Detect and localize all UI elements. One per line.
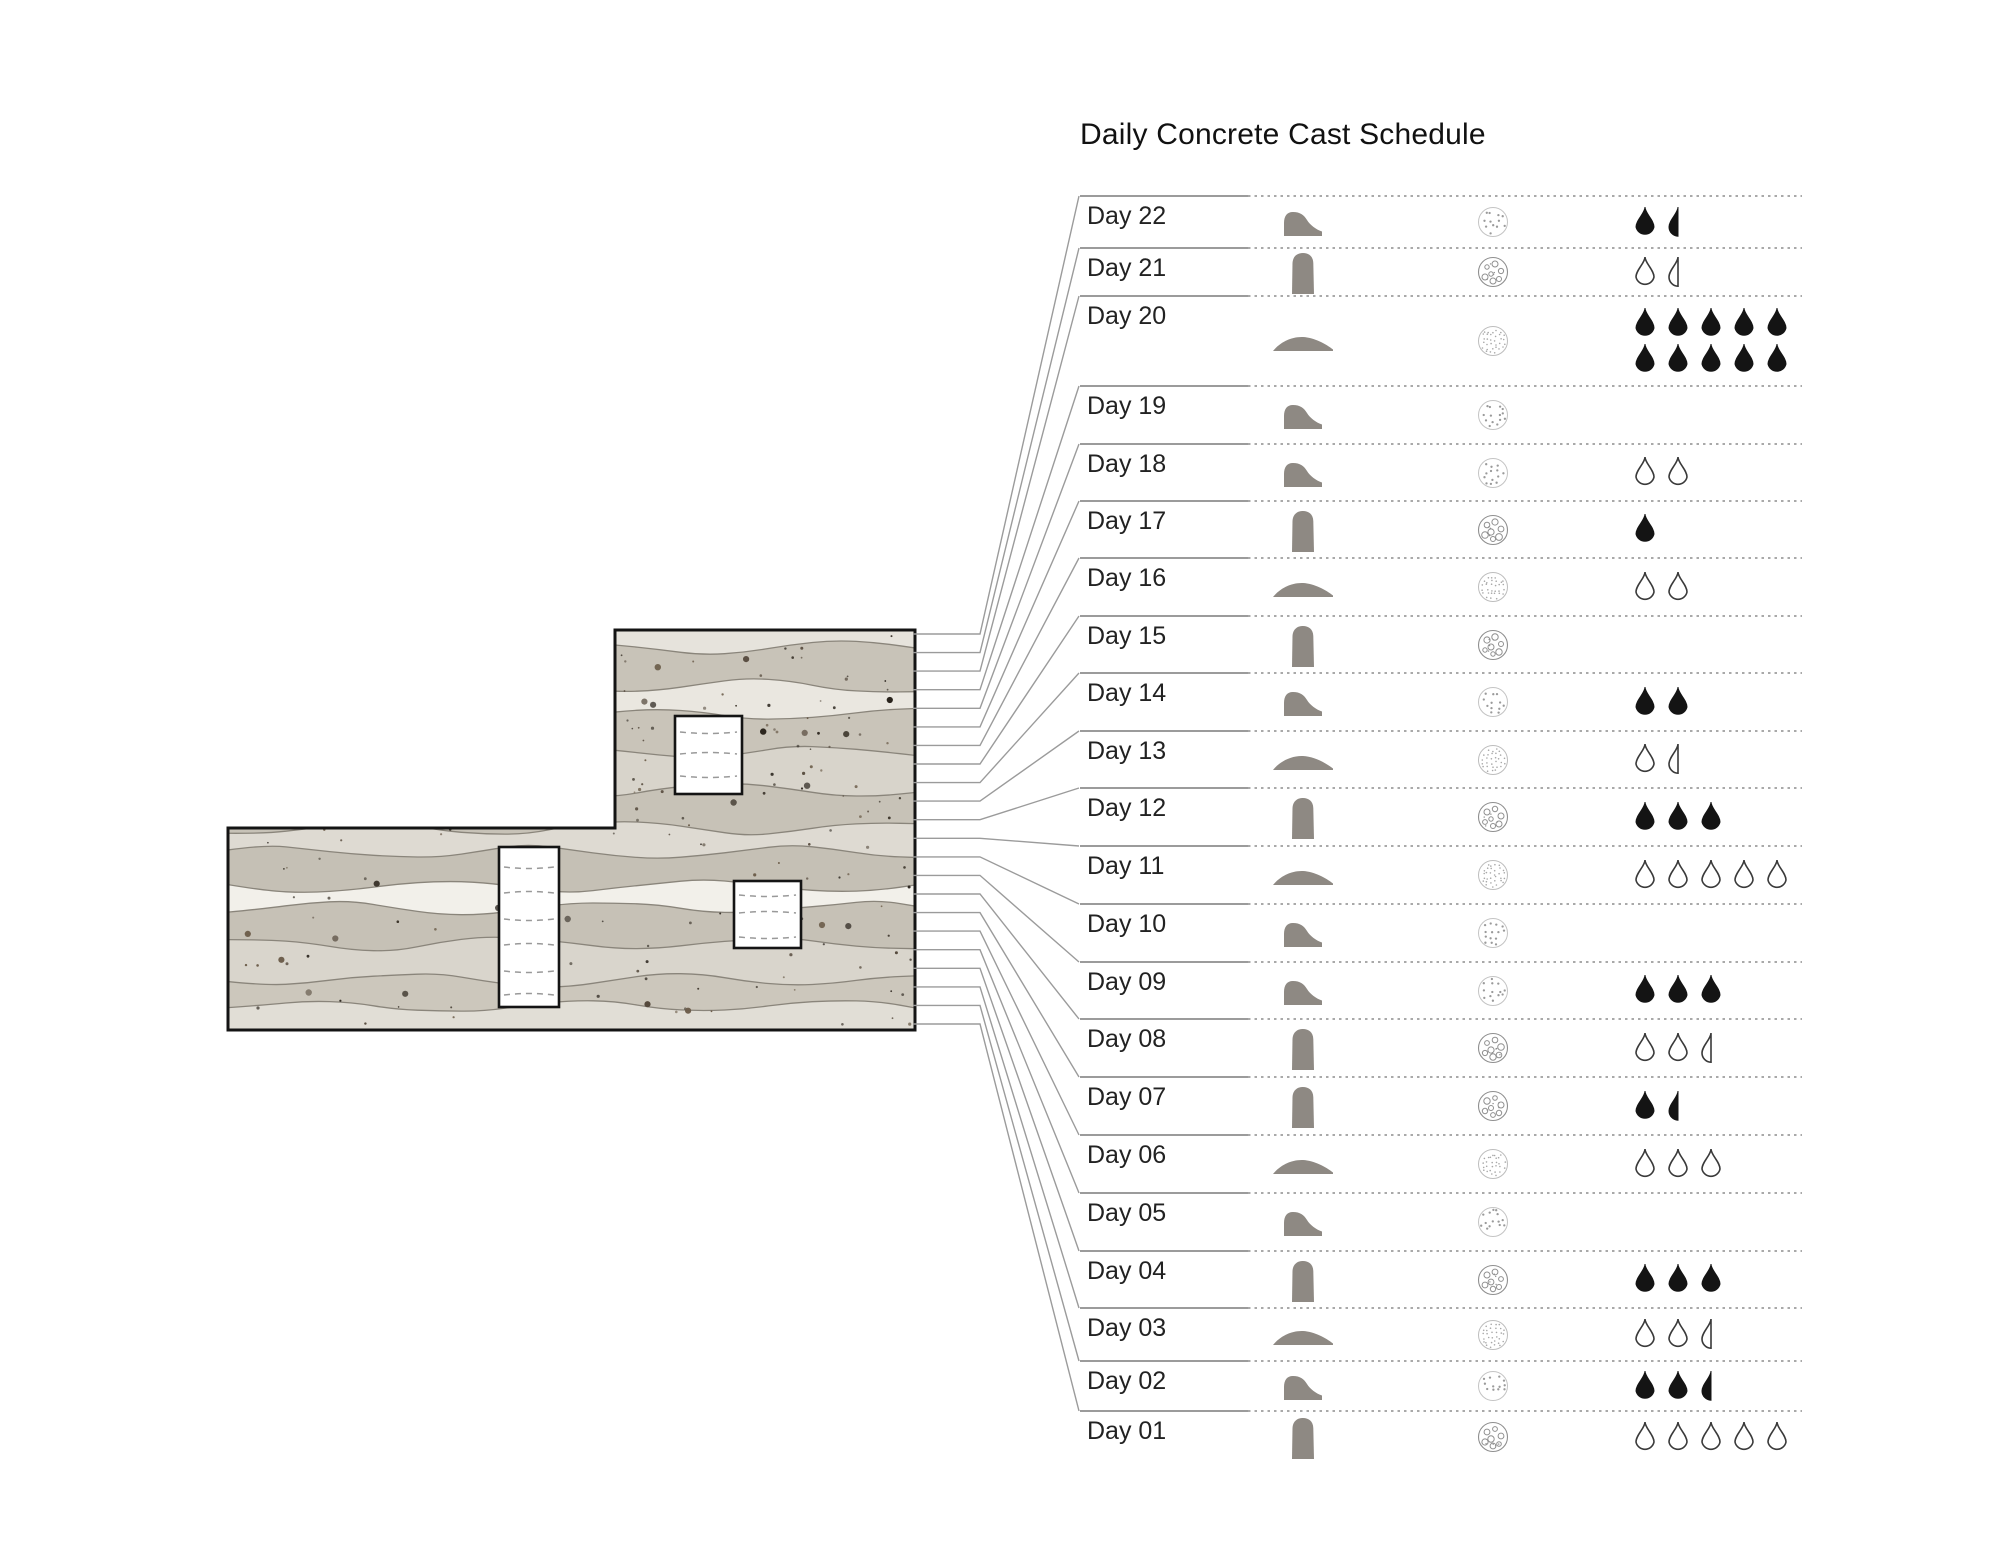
cast-profile-tall-icon [1290,1417,1316,1464]
water-drop-outline-icon [1666,571,1690,602]
cast-profile-medium-icon [1283,921,1323,952]
day-label: Day 16 [1087,564,1167,592]
cast-profile-low-icon [1273,752,1333,775]
cast-profile-low-icon [1273,1156,1333,1179]
water-drop-outline-half-icon [1699,1032,1712,1063]
water-amount [1633,500,1805,557]
cast-profile-medium-icon [1283,403,1323,434]
cast-profile-tall-icon [1290,625,1316,672]
cast-profile-medium-icon [1283,461,1323,492]
water-drop-outline-icon [1633,456,1657,487]
aggregate-texture-dots-medium-icon [1477,1206,1509,1243]
schedule-row-day-11 [1080,845,1802,903]
row-divider-solid [1080,903,1248,905]
day-label: Day 12 [1087,794,1167,822]
row-divider-solid [1080,615,1248,617]
schedule-row-day-19 [1080,385,1802,443]
water-drop-outline-icon [1633,256,1657,287]
day-label: Day 21 [1087,254,1167,282]
schedule-row-day-02 [1080,1360,1802,1410]
aggregate-texture-dots-medium-icon [1477,399,1509,436]
aggregate-texture-dots-fine-icon [1477,859,1509,896]
water-drop-filled-icon [1666,974,1690,1005]
water-drop-filled-icon [1765,307,1789,338]
day-label: Day 04 [1087,1257,1167,1285]
water-amount [1633,787,1805,845]
day-label: Day 14 [1087,679,1167,707]
row-divider-solid [1080,1360,1248,1362]
water-drop-outline-icon [1633,743,1657,774]
schedule-row-day-06 [1080,1134,1802,1192]
aggregate-texture-rings-icon [1477,1421,1509,1458]
day-label: Day 02 [1087,1367,1167,1395]
row-divider-solid [1080,500,1248,502]
cast-profile-medium-icon [1283,690,1323,721]
day-label: Day 07 [1087,1083,1167,1111]
water-drop-outline-half-icon [1666,256,1679,287]
aggregate-texture-dots-fine-icon [1477,1319,1509,1356]
row-divider-solid [1080,1410,1248,1412]
day-label: Day 17 [1087,507,1167,535]
aggregate-texture-rings-icon [1477,629,1509,666]
aggregate-texture-dots-medium-icon [1477,917,1509,954]
water-drop-filled-icon [1633,513,1657,544]
cast-profile-medium-icon [1283,1210,1323,1241]
water-amount [1633,845,1805,903]
water-drop-filled-half-icon [1666,1090,1679,1121]
day-label: Day 18 [1087,450,1167,478]
cast-profile-tall-icon [1290,797,1316,844]
water-drop-outline-icon [1633,859,1657,890]
row-divider-solid [1080,385,1248,387]
water-drop-outline-icon [1666,1421,1690,1452]
water-amount [1633,443,1805,500]
day-label: Day 03 [1087,1314,1167,1342]
water-amount [1633,1192,1805,1250]
water-drop-filled-icon [1699,974,1723,1005]
water-drop-filled-icon [1633,801,1657,832]
aggregate-texture-dots-medium-icon [1477,457,1509,494]
water-drop-outline-icon [1666,1318,1690,1349]
row-divider-solid [1080,672,1248,674]
row-divider-solid [1080,557,1248,559]
water-drop-outline-icon [1633,1148,1657,1179]
water-drop-filled-icon [1699,801,1723,832]
water-drop-filled-icon [1633,1263,1657,1294]
water-drop-filled-icon [1633,307,1657,338]
cast-profile-tall-icon [1290,1260,1316,1307]
water-drop-filled-icon [1732,343,1756,374]
water-drop-outline-icon [1699,1148,1723,1179]
water-drop-filled-icon [1699,307,1723,338]
water-drop-outline-icon [1633,1421,1657,1452]
water-amount [1633,1076,1805,1134]
schedule-row-day-12 [1080,787,1802,845]
water-drop-outline-icon [1699,1421,1723,1452]
aggregate-texture-dots-medium-icon [1477,686,1509,723]
day-label: Day 06 [1087,1141,1167,1169]
water-drop-filled-icon [1699,343,1723,374]
water-drop-filled-icon [1699,1263,1723,1294]
schedule-row-day-05 [1080,1192,1802,1250]
aggregate-texture-rings-icon [1477,256,1509,293]
water-drop-filled-icon [1633,686,1657,717]
schedule-row-day-03 [1080,1307,1802,1360]
aggregate-texture-rings-icon [1477,514,1509,551]
water-amount [1633,1360,1805,1410]
water-drop-outline-icon [1633,1032,1657,1063]
row-divider-solid [1080,845,1248,847]
water-drop-filled-icon [1666,307,1690,338]
row-divider-solid [1080,1192,1248,1194]
water-drop-filled-icon [1666,1370,1690,1401]
row-divider-solid [1080,787,1248,789]
water-amount [1633,730,1805,787]
day-label: Day 13 [1087,737,1167,765]
aggregate-texture-dots-fine-icon [1477,571,1509,608]
schedule-row-day-22 [1080,195,1802,247]
row-divider-solid [1080,247,1248,249]
water-amount [1633,1307,1805,1360]
water-amount [1633,672,1805,730]
water-drop-filled-icon [1633,974,1657,1005]
cast-profile-low-icon [1273,867,1333,890]
water-drop-filled-icon [1666,343,1690,374]
water-amount [1633,385,1805,443]
page-title: Daily Concrete Cast Schedule [1080,118,1486,151]
cast-profile-low-icon [1273,579,1333,602]
schedule-row-day-13 [1080,730,1802,787]
cast-profile-tall-icon [1290,510,1316,557]
aggregate-texture-dots-fine-icon [1477,325,1509,362]
schedule-row-day-01 [1080,1410,1802,1462]
schedule-row-day-10 [1080,903,1802,961]
day-label: Day 08 [1087,1025,1167,1053]
schedule-row-day-09 [1080,961,1802,1018]
water-amount [1633,1018,1805,1076]
water-amount [1633,195,1805,247]
row-divider-solid [1080,1134,1248,1136]
water-drop-filled-half-icon [1666,206,1679,237]
schedule-row-day-15 [1080,615,1802,672]
water-drop-outline-icon [1765,1421,1789,1452]
day-label: Day 22 [1087,202,1167,230]
water-drop-outline-icon [1666,1148,1690,1179]
aggregate-texture-dots-medium-icon [1477,975,1509,1012]
water-drop-filled-half-icon [1699,1370,1712,1401]
water-drop-outline-icon [1666,1032,1690,1063]
row-divider-solid [1080,1018,1248,1020]
row-divider-solid [1080,1076,1248,1078]
water-drop-outline-icon [1732,1421,1756,1452]
water-drop-outline-icon [1666,859,1690,890]
day-label: Day 10 [1087,910,1167,938]
water-drop-filled-icon [1666,801,1690,832]
schedule-row-day-21 [1080,247,1802,295]
day-label: Day 19 [1087,392,1167,420]
cast-profile-medium-icon [1283,979,1323,1010]
schedule-row-day-16 [1080,557,1802,615]
row-divider-solid [1080,295,1248,297]
schedule-row-day-18 [1080,443,1802,500]
schedule-row-day-17 [1080,500,1802,557]
row-divider-solid [1080,961,1248,963]
water-amount [1633,247,1805,295]
water-drop-outline-icon [1666,456,1690,487]
schedule-row-day-07 [1080,1076,1802,1134]
water-drop-outline-icon [1633,1318,1657,1349]
day-label: Day 11 [1087,852,1165,880]
schedule-row-day-04 [1080,1250,1802,1307]
day-label: Day 05 [1087,1199,1167,1227]
cast-profile-low-icon [1273,1327,1333,1350]
water-amount [1633,615,1805,672]
row-divider-solid [1080,443,1248,445]
aggregate-texture-rings-icon [1477,1032,1509,1069]
aggregate-texture-dots-medium-icon [1477,1370,1509,1407]
day-label: Day 09 [1087,968,1167,996]
cast-profile-tall-icon [1290,1086,1316,1133]
schedule-row-day-20 [1080,295,1802,385]
water-amount [1633,903,1805,961]
aggregate-texture-dots-fine-icon [1477,1148,1509,1185]
water-drop-outline-icon [1732,859,1756,890]
cast-profile-tall-icon [1290,252,1316,299]
water-drop-outline-icon [1633,571,1657,602]
schedule-row-day-14 [1080,672,1802,730]
water-amount [1633,1410,1805,1462]
water-amount [1633,1250,1805,1307]
water-drop-outline-half-icon [1666,743,1679,774]
water-drop-outline-icon [1765,859,1789,890]
water-drop-filled-icon [1732,307,1756,338]
row-divider-solid [1080,1250,1248,1252]
row-divider-solid [1080,195,1248,197]
water-drop-filled-icon [1633,1370,1657,1401]
water-amount [1633,295,1805,385]
schedule-row-day-08 [1080,1018,1802,1076]
water-drop-outline-half-icon [1699,1318,1712,1349]
water-drop-outline-icon [1699,859,1723,890]
row-divider-solid [1080,1307,1248,1309]
row-divider-solid [1080,730,1248,732]
water-drop-filled-icon [1633,343,1657,374]
water-drop-filled-icon [1666,1263,1690,1294]
aggregate-texture-rings-icon [1477,1264,1509,1301]
water-drop-filled-icon [1765,343,1789,374]
cast-profile-tall-icon [1290,1028,1316,1075]
aggregate-texture-dots-medium-icon [1477,206,1509,243]
aggregate-texture-rings-icon [1477,801,1509,838]
cast-profile-medium-icon [1283,1374,1323,1405]
water-amount [1633,557,1805,615]
water-drop-filled-icon [1633,206,1657,237]
day-label: Day 01 [1087,1417,1167,1445]
water-drop-filled-icon [1666,686,1690,717]
water-amount [1633,1134,1805,1192]
day-label: Day 15 [1087,622,1167,650]
aggregate-texture-dots-fine-icon [1477,744,1509,781]
aggregate-texture-rings-icon [1477,1090,1509,1127]
cast-profile-low-icon [1273,333,1333,356]
day-label: Day 20 [1087,302,1167,330]
water-drop-filled-icon [1633,1090,1657,1121]
cast-profile-medium-icon [1283,210,1323,241]
water-amount [1633,961,1805,1018]
